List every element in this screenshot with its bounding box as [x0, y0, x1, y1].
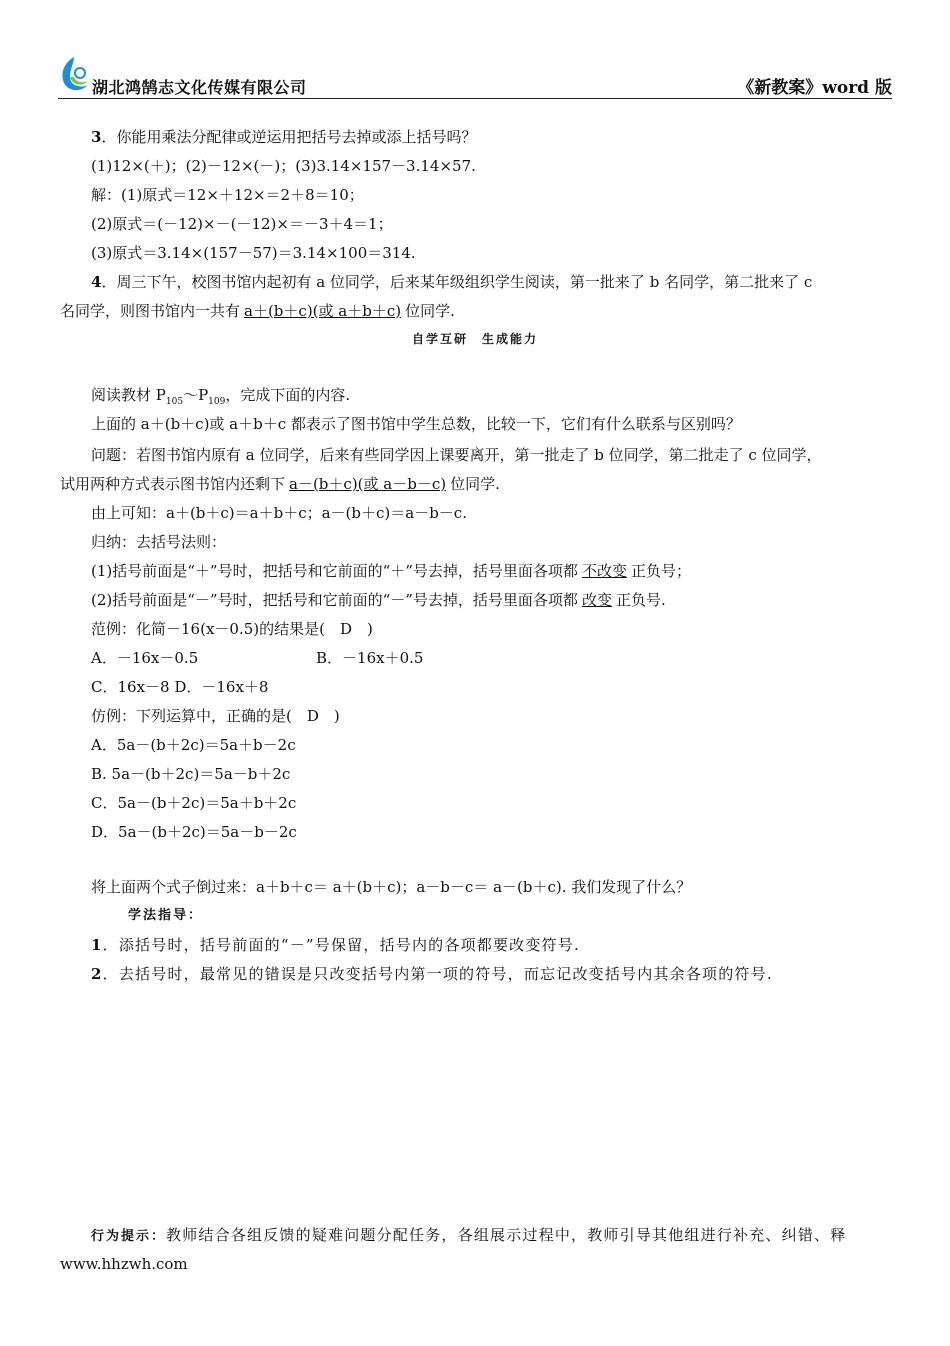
example-option-b: B．－16x＋0.5	[316, 649, 424, 667]
q3-solution-3: (3)原式＝3.14×(157－57)＝3.14×100＝314.	[91, 244, 416, 262]
company-logo-icon	[58, 55, 92, 93]
example-stem: 范例：化简－16(x－0.5)的结果是( D )	[91, 620, 373, 638]
example-option-a: A．－16x－0.5	[91, 649, 199, 667]
q3-solution-1: 解：(1)原式＝12×＋12×＝2＋8＝10；	[91, 186, 364, 204]
known-identity: 由上可知：a＋(b＋c)＝a＋b＋c；a－(b＋c)＝a－b－c.	[91, 504, 467, 522]
method-tip-2: 2．去括号时，最常见的错误是只改变括号内第一项的符号，而忘记改变括号内其余各项的符号.	[91, 965, 773, 983]
problem-answer: a－(b＋c)(或 a－b－c)	[289, 475, 447, 493]
imitate-option-a: A．5a－(b＋2c)＝5a＋b－2c	[91, 736, 296, 754]
problem-line-2: 试用两种方式表示图书馆内还剩下 a－(b＋c)(或 a－b－c) 位同学.	[60, 475, 500, 493]
q3-solution-2: (2)原式＝(－12)×－(－12)×＝－3＋4＝1；	[91, 215, 393, 233]
rule-title: 归纳：去括号法则：	[91, 533, 227, 551]
imitate-option-b: B. 5a－(b＋2c)＝5a－b＋2c	[91, 765, 291, 783]
reverse-question: 将上面两个式子倒过来：a＋b＋c＝ a＋(b＋c)；a－b－c＝ a－(b＋c). 我们发现了什么？	[91, 878, 692, 896]
problem-line-1: 问题：若图书馆内原有 a 位同学，后来有些同学因上课要离开，第一批走了 b 位同学，第二批走了 c 位同学，	[91, 446, 822, 464]
page-header	[58, 55, 892, 101]
example-option-cd: C．16x－8 D．－16x＋8	[91, 678, 269, 696]
q3-items: (1)12×(＋)；(2)－12×(－)；(3)3.14×157－3.14×57.	[91, 157, 476, 175]
rule-2: (2)括号前面是“－”号时，把括号和它前面的“－”号去掉，括号里面各项都 改变 正负号.	[91, 591, 666, 609]
company-name: 湖北鸿鹄志文化传媒有限公司	[92, 78, 307, 97]
method-title: 学法指导：	[128, 908, 204, 923]
behavior-tip: 行为提示：教师结合各组反馈的疑难问题分配任务，各组展示过程中，教师引导其他组进行补充、纠错、释	[91, 1226, 847, 1244]
q4-line-1: 4．周三下午，校图书馆内起初有 a 位同学，后来某年级组织学生阅读，第一批来了 b 名同学，第二批来了 c	[91, 273, 813, 291]
imitate-option-c: C．5a－(b＋2c)＝5a＋b＋2c	[91, 794, 297, 812]
edition-label: 《新教案》word 版	[737, 78, 892, 98]
rule-2-answer: 改变	[581, 591, 612, 609]
rule-1-answer: 不改变	[581, 562, 627, 580]
reading-instruction: 阅读教材 $P_{105}\sim P_{109}$，完成下面的内容.	[91, 386, 351, 407]
q4-answer: a＋(b＋c)(或 a＋b＋c)	[244, 302, 402, 320]
footer-url: www.hhzwh.com	[60, 1255, 188, 1273]
imitate-option-d: D．5a－(b＋2c)＝5a－b－2c	[91, 823, 297, 841]
imitate-stem: 仿例：下列运算中，正确的是( D )	[91, 707, 340, 725]
section-title: 自学互研 生成能力	[411, 332, 538, 346]
q3-title: 3．你能用乘法分配律或逆运用把括号去掉或添上括号吗？	[91, 128, 477, 146]
header-divider	[58, 98, 892, 99]
q4-line-2: 名同学，则图书馆内一共有 a＋(b＋c)(或 a＋b＋c) 位同学.	[60, 302, 455, 320]
behavior-tip-label: 行为提示：	[91, 1229, 167, 1244]
compare-question: 上面的 a＋(b＋c)或 a＋b＋c 都表示了图书馆中学生总数，比较一下，它们有什么联系与区别吗？	[91, 415, 741, 433]
method-tip-1: 1．添括号时，括号前面的“－”号保留，括号内的各项都要改变符号.	[91, 936, 580, 954]
rule-1: (1)括号前面是“＋”号时，把括号和它前面的“＋”号去掉，括号里面各项都 不改变 正负号；	[91, 562, 691, 580]
